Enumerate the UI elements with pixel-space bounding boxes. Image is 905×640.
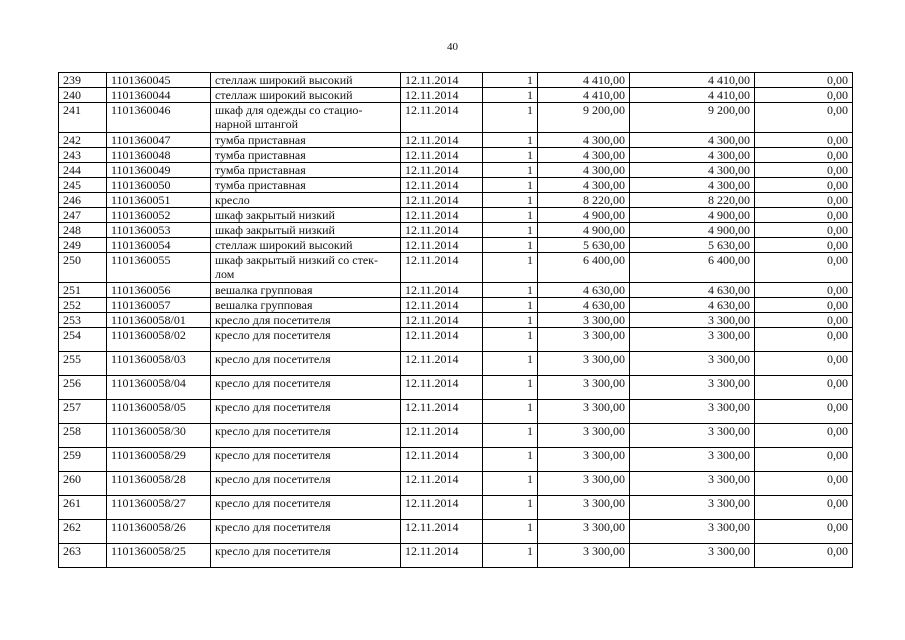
date-cell: 12.11.2014: [401, 88, 483, 103]
table-row: [59, 178, 853, 193]
item-name-cell: кресло для посетителя: [211, 376, 401, 400]
cost-cell: 3 300,00: [538, 352, 630, 376]
quantity-cell: 1: [483, 178, 538, 193]
date-cell: 12.11.2014: [401, 400, 483, 424]
inventory-code-cell: 1101360058/03: [107, 352, 211, 376]
quantity-cell: 1: [483, 328, 538, 352]
inventory-code-cell: 1101360048: [107, 148, 211, 163]
quantity-cell: 1: [483, 424, 538, 448]
table-row: [59, 496, 853, 520]
residual-value-cell: 0,00: [755, 163, 853, 178]
item-name-cell: шкаф закрытый низкий: [211, 208, 401, 223]
quantity-cell: 1: [483, 148, 538, 163]
depreciation-cell: 3 300,00: [630, 448, 755, 472]
cost-cell: 3 300,00: [538, 328, 630, 352]
inventory-table: [58, 72, 853, 568]
table-row: [59, 88, 853, 103]
quantity-cell: 1: [483, 400, 538, 424]
cost-cell: 3 300,00: [538, 424, 630, 448]
depreciation-cell: 4 300,00: [630, 163, 755, 178]
item-name-cell: вешалка групповая: [211, 283, 401, 298]
quantity-cell: 1: [483, 313, 538, 328]
inventory-code-cell: 1101360050: [107, 178, 211, 193]
quantity-cell: 1: [483, 253, 538, 283]
row-number-cell: 252: [59, 298, 107, 313]
row-number-cell: 263: [59, 544, 107, 568]
quantity-cell: 1: [483, 73, 538, 88]
date-cell: 12.11.2014: [401, 223, 483, 238]
item-name-cell: стеллаж широкий высокий: [211, 73, 401, 88]
date-cell: 12.11.2014: [401, 328, 483, 352]
table-row: [59, 208, 853, 223]
date-cell: 12.11.2014: [401, 73, 483, 88]
date-cell: 12.11.2014: [401, 544, 483, 568]
table-row: [59, 472, 853, 496]
date-cell: 12.11.2014: [401, 520, 483, 544]
cost-cell: 4 630,00: [538, 283, 630, 298]
cost-cell: 3 300,00: [538, 376, 630, 400]
item-name-cell: кресло для посетителя: [211, 472, 401, 496]
inventory-code-cell: 1101360058/26: [107, 520, 211, 544]
quantity-cell: 1: [483, 238, 538, 253]
date-cell: 12.11.2014: [401, 472, 483, 496]
inventory-code-cell: 1101360058/01: [107, 313, 211, 328]
row-number-cell: 244: [59, 163, 107, 178]
table-row: [59, 103, 853, 133]
residual-value-cell: 0,00: [755, 328, 853, 352]
depreciation-cell: 4 300,00: [630, 178, 755, 193]
table-row: [59, 520, 853, 544]
table-row: [59, 283, 853, 298]
depreciation-cell: 3 300,00: [630, 313, 755, 328]
depreciation-cell: 3 300,00: [630, 328, 755, 352]
depreciation-cell: 3 300,00: [630, 520, 755, 544]
depreciation-cell: 4 630,00: [630, 283, 755, 298]
quantity-cell: 1: [483, 496, 538, 520]
residual-value-cell: 0,00: [755, 133, 853, 148]
residual-value-cell: 0,00: [755, 208, 853, 223]
row-number-cell: 248: [59, 223, 107, 238]
table-row: [59, 148, 853, 163]
cost-cell: 4 410,00: [538, 73, 630, 88]
cost-cell: 3 300,00: [538, 472, 630, 496]
inventory-code-cell: 1101360055: [107, 253, 211, 283]
residual-value-cell: 0,00: [755, 496, 853, 520]
item-name-cell: кресло для посетителя: [211, 448, 401, 472]
quantity-cell: 1: [483, 283, 538, 298]
row-number-cell: 250: [59, 253, 107, 283]
table-row: [59, 376, 853, 400]
item-name-cell: тумба приставная: [211, 133, 401, 148]
depreciation-cell: 3 300,00: [630, 400, 755, 424]
depreciation-cell: 3 300,00: [630, 472, 755, 496]
item-name-cell: кресло для посетителя: [211, 328, 401, 352]
cost-cell: 9 200,00: [538, 103, 630, 133]
inventory-code-cell: 1101360058/28: [107, 472, 211, 496]
row-number-cell: 242: [59, 133, 107, 148]
item-name-cell: кресло для посетителя: [211, 352, 401, 376]
cost-cell: 5 630,00: [538, 238, 630, 253]
row-number-cell: 260: [59, 472, 107, 496]
cost-cell: 4 300,00: [538, 178, 630, 193]
row-number-cell: 240: [59, 88, 107, 103]
date-cell: 12.11.2014: [401, 238, 483, 253]
table-row: [59, 298, 853, 313]
date-cell: 12.11.2014: [401, 313, 483, 328]
residual-value-cell: 0,00: [755, 472, 853, 496]
residual-value-cell: 0,00: [755, 424, 853, 448]
row-number-cell: 247: [59, 208, 107, 223]
quantity-cell: 1: [483, 193, 538, 208]
depreciation-cell: 3 300,00: [630, 424, 755, 448]
inventory-code-cell: 1101360044: [107, 88, 211, 103]
quantity-cell: 1: [483, 208, 538, 223]
depreciation-cell: 4 630,00: [630, 298, 755, 313]
residual-value-cell: 0,00: [755, 352, 853, 376]
inventory-code-cell: 1101360058/02: [107, 328, 211, 352]
residual-value-cell: 0,00: [755, 520, 853, 544]
row-number-cell: 261: [59, 496, 107, 520]
date-cell: 12.11.2014: [401, 496, 483, 520]
table-row: [59, 238, 853, 253]
inventory-code-cell: 1101360058/05: [107, 400, 211, 424]
item-name-cell: шкаф закрытый низкий со стек-лом: [211, 253, 401, 283]
date-cell: 12.11.2014: [401, 283, 483, 298]
date-cell: 12.11.2014: [401, 148, 483, 163]
row-number-cell: 241: [59, 103, 107, 133]
item-name-cell: кресло для посетителя: [211, 424, 401, 448]
residual-value-cell: 0,00: [755, 178, 853, 193]
inventory-code-cell: 1101360058/04: [107, 376, 211, 400]
residual-value-cell: 0,00: [755, 313, 853, 328]
quantity-cell: 1: [483, 352, 538, 376]
date-cell: 12.11.2014: [401, 448, 483, 472]
table-row: [59, 544, 853, 568]
residual-value-cell: 0,00: [755, 193, 853, 208]
depreciation-cell: 4 300,00: [630, 148, 755, 163]
quantity-cell: 1: [483, 472, 538, 496]
residual-value-cell: 0,00: [755, 73, 853, 88]
date-cell: 12.11.2014: [401, 352, 483, 376]
cost-cell: 3 300,00: [538, 520, 630, 544]
table-row: [59, 223, 853, 238]
row-number-cell: 246: [59, 193, 107, 208]
cost-cell: 3 300,00: [538, 313, 630, 328]
depreciation-cell: 5 630,00: [630, 238, 755, 253]
residual-value-cell: 0,00: [755, 376, 853, 400]
table-row: [59, 163, 853, 178]
residual-value-cell: 0,00: [755, 103, 853, 133]
table-row: [59, 328, 853, 352]
cost-cell: 4 300,00: [538, 163, 630, 178]
depreciation-cell: 3 300,00: [630, 376, 755, 400]
residual-value-cell: 0,00: [755, 283, 853, 298]
depreciation-cell: 3 300,00: [630, 352, 755, 376]
table-row: [59, 424, 853, 448]
date-cell: 12.11.2014: [401, 253, 483, 283]
depreciation-cell: 3 300,00: [630, 496, 755, 520]
item-name-cell: тумба приставная: [211, 178, 401, 193]
table-row: [59, 352, 853, 376]
residual-value-cell: 0,00: [755, 400, 853, 424]
inventory-code-cell: 1101360051: [107, 193, 211, 208]
residual-value-cell: 0,00: [755, 544, 853, 568]
item-name-cell: кресло для посетителя: [211, 520, 401, 544]
depreciation-cell: 4 900,00: [630, 208, 755, 223]
cost-cell: 4 900,00: [538, 208, 630, 223]
residual-value-cell: 0,00: [755, 238, 853, 253]
inventory-code-cell: 1101360058/30: [107, 424, 211, 448]
row-number-cell: 245: [59, 178, 107, 193]
quantity-cell: 1: [483, 133, 538, 148]
cost-cell: 4 300,00: [538, 148, 630, 163]
quantity-cell: 1: [483, 376, 538, 400]
inventory-code-cell: 1101360053: [107, 223, 211, 238]
residual-value-cell: 0,00: [755, 448, 853, 472]
item-name-cell: стеллаж широкий высокий: [211, 88, 401, 103]
row-number-cell: 258: [59, 424, 107, 448]
depreciation-cell: 4 300,00: [630, 133, 755, 148]
depreciation-cell: 9 200,00: [630, 103, 755, 133]
inventory-code-cell: 1101360057: [107, 298, 211, 313]
item-name-cell: тумба приставная: [211, 148, 401, 163]
item-name-cell: кресло для посетителя: [211, 400, 401, 424]
date-cell: 12.11.2014: [401, 163, 483, 178]
table-row: [59, 400, 853, 424]
inventory-code-cell: 1101360054: [107, 238, 211, 253]
cost-cell: 4 630,00: [538, 298, 630, 313]
residual-value-cell: 0,00: [755, 253, 853, 283]
table-row: [59, 193, 853, 208]
depreciation-cell: 6 400,00: [630, 253, 755, 283]
residual-value-cell: 0,00: [755, 88, 853, 103]
quantity-cell: 1: [483, 298, 538, 313]
item-name-cell: вешалка групповая: [211, 298, 401, 313]
inventory-code-cell: 1101360058/25: [107, 544, 211, 568]
residual-value-cell: 0,00: [755, 298, 853, 313]
item-name-cell: кресло: [211, 193, 401, 208]
cost-cell: 8 220,00: [538, 193, 630, 208]
residual-value-cell: 0,00: [755, 148, 853, 163]
depreciation-cell: 4 410,00: [630, 73, 755, 88]
row-number-cell: 256: [59, 376, 107, 400]
table-row: [59, 253, 853, 283]
quantity-cell: 1: [483, 163, 538, 178]
table-row: [59, 73, 853, 88]
date-cell: 12.11.2014: [401, 133, 483, 148]
quantity-cell: 1: [483, 88, 538, 103]
inventory-rows: [59, 73, 853, 568]
item-name-cell: кресло для посетителя: [211, 544, 401, 568]
cost-cell: 3 300,00: [538, 496, 630, 520]
cost-cell: 3 300,00: [538, 400, 630, 424]
item-name-cell: шкаф закрытый низкий: [211, 223, 401, 238]
inventory-code-cell: 1101360052: [107, 208, 211, 223]
date-cell: 12.11.2014: [401, 376, 483, 400]
date-cell: 12.11.2014: [401, 298, 483, 313]
cost-cell: 4 900,00: [538, 223, 630, 238]
quantity-cell: 1: [483, 544, 538, 568]
cost-cell: 4 300,00: [538, 133, 630, 148]
row-number-cell: 254: [59, 328, 107, 352]
inventory-code-cell: 1101360058/27: [107, 496, 211, 520]
row-number-cell: 249: [59, 238, 107, 253]
row-number-cell: 239: [59, 73, 107, 88]
date-cell: 12.11.2014: [401, 193, 483, 208]
date-cell: 12.11.2014: [401, 208, 483, 223]
table-row: [59, 313, 853, 328]
row-number-cell: 262: [59, 520, 107, 544]
cost-cell: 3 300,00: [538, 544, 630, 568]
row-number-cell: 243: [59, 148, 107, 163]
inventory-code-cell: 1101360047: [107, 133, 211, 148]
row-number-cell: 257: [59, 400, 107, 424]
quantity-cell: 1: [483, 223, 538, 238]
inventory-code-cell: 1101360045: [107, 73, 211, 88]
item-name-cell: кресло для посетителя: [211, 313, 401, 328]
inventory-code-cell: 1101360058/29: [107, 448, 211, 472]
quantity-cell: 1: [483, 448, 538, 472]
date-cell: 12.11.2014: [401, 424, 483, 448]
date-cell: 12.11.2014: [401, 178, 483, 193]
depreciation-cell: 4 900,00: [630, 223, 755, 238]
inventory-code-cell: 1101360049: [107, 163, 211, 178]
residual-value-cell: 0,00: [755, 223, 853, 238]
depreciation-cell: 8 220,00: [630, 193, 755, 208]
table-row: [59, 133, 853, 148]
row-number-cell: 259: [59, 448, 107, 472]
item-name-cell: кресло для посетителя: [211, 496, 401, 520]
inventory-code-cell: 1101360046: [107, 103, 211, 133]
cost-cell: 6 400,00: [538, 253, 630, 283]
table-row: [59, 448, 853, 472]
quantity-cell: 1: [483, 520, 538, 544]
row-number-cell: 255: [59, 352, 107, 376]
row-number-cell: 253: [59, 313, 107, 328]
date-cell: 12.11.2014: [401, 103, 483, 133]
row-number-cell: 251: [59, 283, 107, 298]
item-name-cell: шкаф для одежды со стацио-нарной штангой: [211, 103, 401, 133]
item-name-cell: стеллаж широкий высокий: [211, 238, 401, 253]
cost-cell: 3 300,00: [538, 448, 630, 472]
quantity-cell: 1: [483, 103, 538, 133]
inventory-code-cell: 1101360056: [107, 283, 211, 298]
page-number: 40: [447, 41, 458, 53]
depreciation-cell: 3 300,00: [630, 544, 755, 568]
depreciation-cell: 4 410,00: [630, 88, 755, 103]
item-name-cell: тумба приставная: [211, 163, 401, 178]
cost-cell: 4 410,00: [538, 88, 630, 103]
